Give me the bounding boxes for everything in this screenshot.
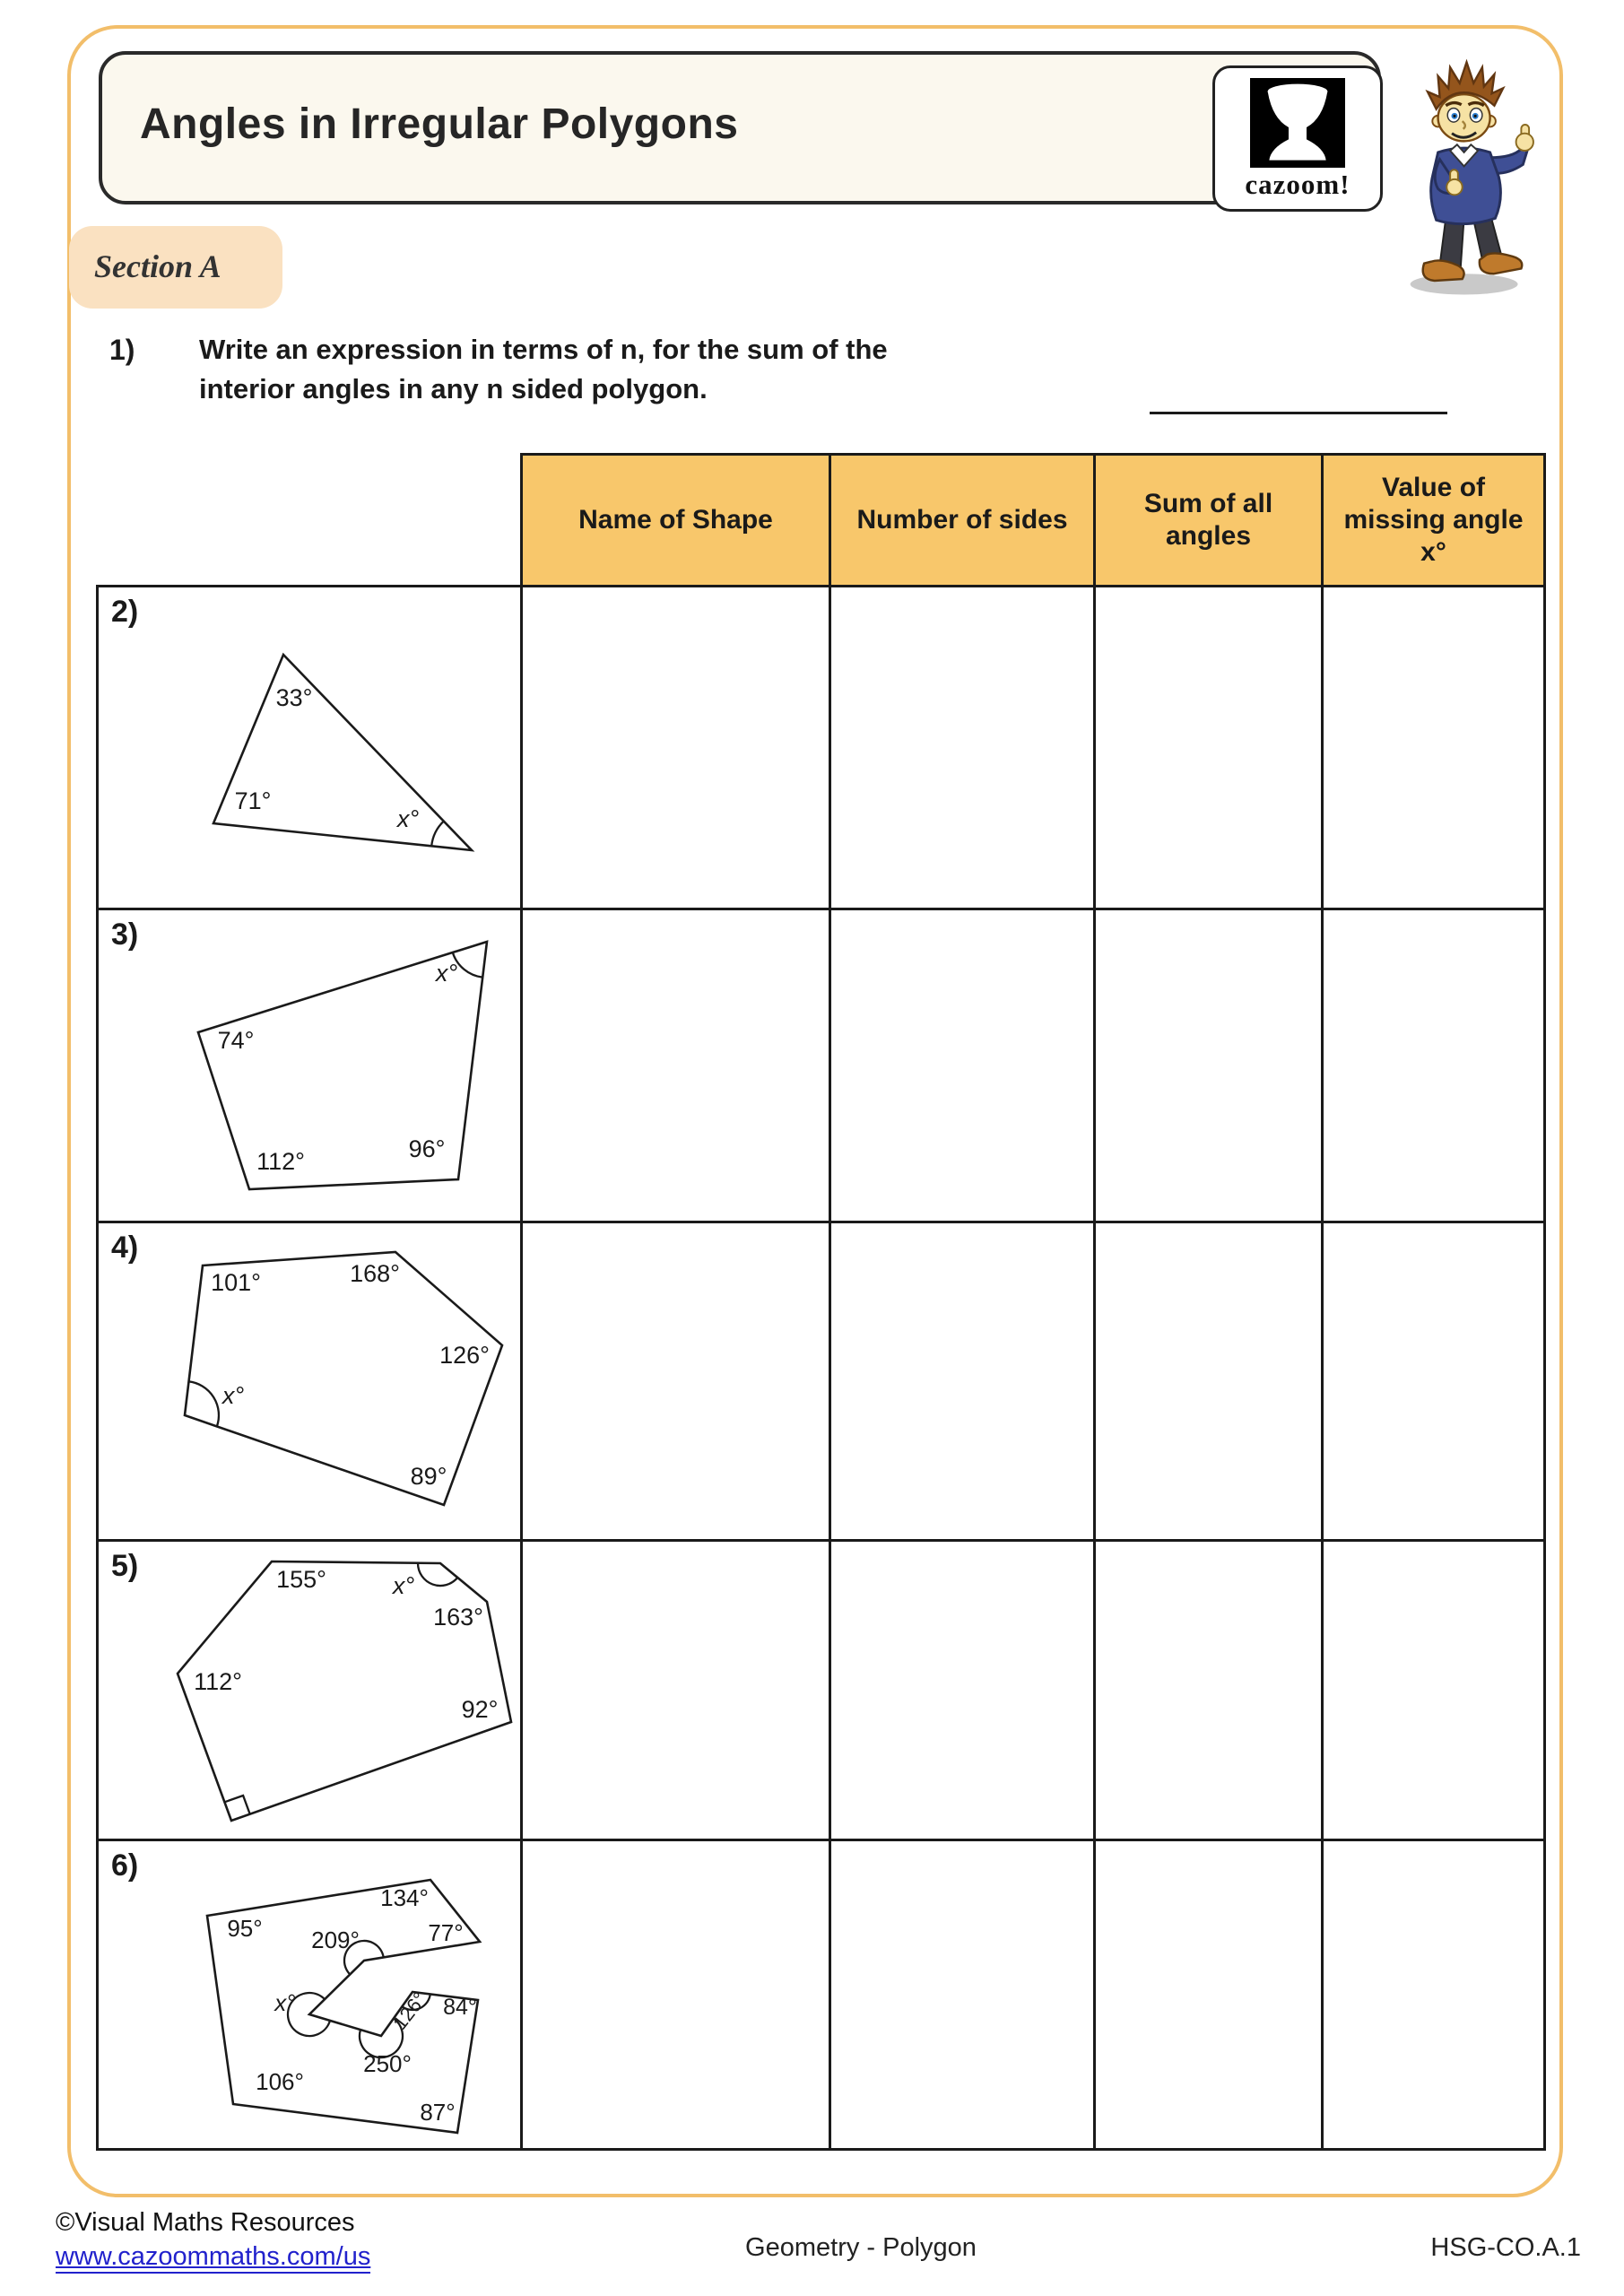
footer-url-link[interactable]: www.cazoommaths.com/us [56,2242,370,2274]
angle-label: 134° [380,1884,429,1911]
section-a-label: Section A [94,248,221,284]
angle-label: 101° [211,1269,261,1296]
angle-label: 74° [217,1027,255,1054]
angle-label: x° [221,1382,245,1409]
cell-row3-sum[interactable] [1096,910,1321,1221]
angle-label: 77° [428,1919,464,1946]
cell-row6-sides[interactable] [831,1841,1093,2148]
angle-label: 87° [420,2099,456,2126]
cell-row2-name[interactable] [523,587,829,908]
quadrilateral-figure [99,910,520,1221]
cell-row6-x[interactable] [1324,1841,1543,2148]
footer-topic: Geometry - Polygon [745,2233,977,2262]
row-3-number: 3) [111,918,139,952]
angle-label: 112° [256,1148,305,1175]
cell-row5-x[interactable] [1324,1542,1543,1839]
angle-label: 96° [408,1135,446,1162]
angle-label: 95° [227,1915,263,1942]
angle-label: x° [274,1989,296,2016]
row-4-number: 4) [111,1231,139,1265]
angle-label: 33° [275,684,313,711]
angle-label: 112° [194,1668,242,1695]
footer-standard-code: HSG-CO.A.1 [1430,2233,1581,2262]
cell-row2-sum[interactable] [1096,587,1321,908]
cell-row3-sides[interactable] [831,910,1093,1221]
question1-answer-blank[interactable] [1150,412,1447,414]
header-number-of-sides: Number of sides [829,453,1096,587]
pentagon-figure [99,1223,520,1539]
header-missing-angle: Value of missing angle x° [1321,453,1546,587]
header-sum-of-angles: Sum of all angles [1093,453,1324,587]
angle-label: x° [392,1572,415,1599]
question1-text-line2: interior angles in any n sided polygon. [199,373,708,404]
row-6-number: 6) [111,1848,139,1883]
angle-label: 168° [350,1260,400,1287]
triangle-figure [99,587,520,908]
header-name-of-shape: Name of Shape [520,453,831,587]
footer-copyright: ©Visual Maths Resources [56,2208,355,2237]
angle-label: 126° [439,1342,490,1369]
angle-label: 84° [443,1995,477,2020]
question1-number: 1) [109,334,135,366]
row-2-number: 2) [111,595,139,629]
angle-label: 71° [234,787,272,814]
cell-row2-sides[interactable] [831,587,1093,908]
cell-row4-name[interactable] [523,1223,829,1539]
cell-row5-sides[interactable] [831,1542,1093,1839]
cell-row6-sum[interactable] [1096,1841,1321,2148]
cell-row4-sides[interactable] [831,1223,1093,1539]
angle-label: x° [396,805,420,832]
angle-label: 106° [256,2068,304,2095]
angle-label: 126° [387,1987,431,2034]
cell-row5-sum[interactable] [1096,1542,1321,1839]
cell-row4-x[interactable] [1324,1223,1543,1539]
goblet-drum-icon [1250,78,1345,168]
cell-row5-name[interactable] [523,1542,829,1839]
row-5-number: 5) [111,1549,139,1583]
question1-text-line1: Write an expression in terms of n, for the sum of the [199,334,888,365]
cell-row4-sum[interactable] [1096,1223,1321,1539]
cell-row3-x[interactable] [1324,910,1543,1221]
angle-label: 92° [461,1696,499,1723]
cell-row6-name[interactable] [523,1841,829,2148]
brand-logo [1212,65,1383,212]
angle-label: 163° [433,1604,483,1631]
angle-label: 209° [311,1926,360,1953]
hexagon-figure [99,1542,520,1839]
angle-label: 250° [363,2050,412,2077]
cell-row2-x[interactable] [1324,587,1543,908]
brand-name: cazoom! [1245,169,1350,200]
cell-row3-name[interactable] [523,910,829,1221]
angle-label: x° [435,960,458,987]
section-a-tab [69,226,282,309]
angle-label: 155° [276,1566,326,1593]
page-title: Angles in Irregular Polygons [140,100,739,148]
decagon-figure [99,1841,520,2148]
worksheet-table [96,585,1546,2151]
mascot-illustration [1388,47,1545,307]
angle-label: 89° [410,1463,447,1490]
